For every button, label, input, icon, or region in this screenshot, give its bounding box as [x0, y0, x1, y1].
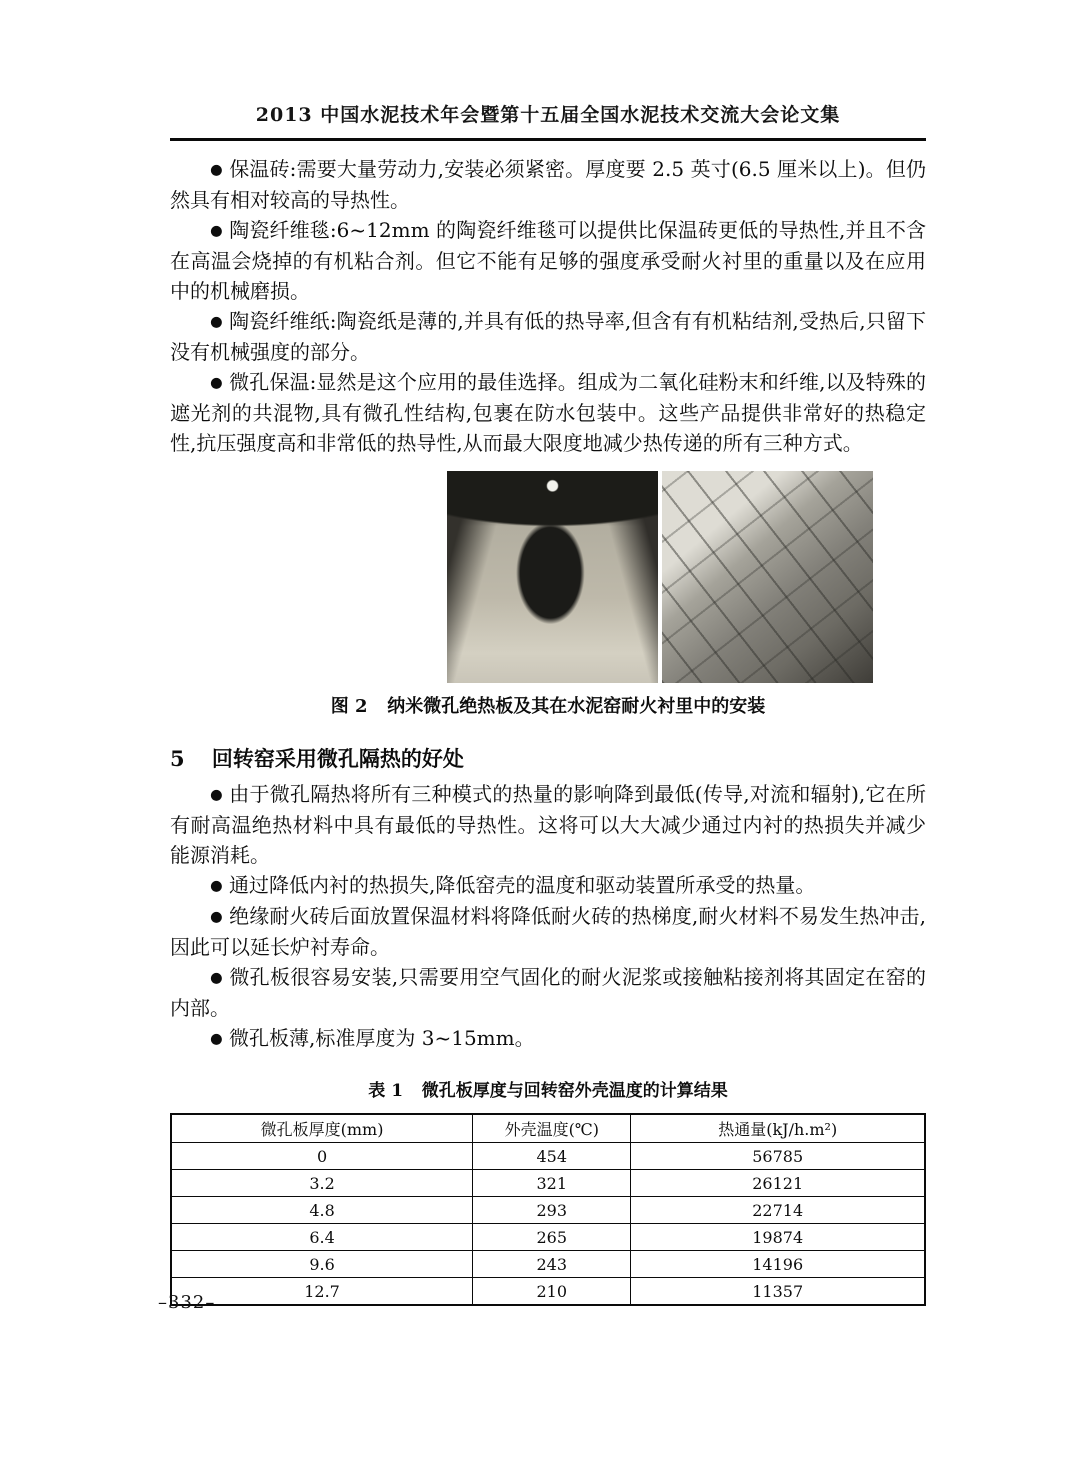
bullet-paragraph [170, 901, 926, 962]
table-row [171, 1143, 925, 1170]
table-row [171, 1251, 925, 1278]
bullet-paragraph-text: 陶瓷纤维纸:陶瓷纸是薄的,并具有低的热导率,但含有有机粘结剂,受热后,只留下没有机械强度的部分。 [170, 309, 926, 364]
bullet-paragraph [170, 154, 926, 215]
table-row [171, 1197, 925, 1224]
header-divider [170, 138, 926, 141]
bullet-icon: ● [210, 375, 223, 391]
cell-shell-temperature: 210 [473, 1278, 631, 1306]
bullet-icon: ● [210, 909, 223, 925]
bullet-paragraph [170, 779, 926, 870]
bullet-paragraph [170, 1023, 926, 1054]
figure-2-caption-label: 图 2 [330, 696, 368, 717]
page-header [170, 100, 926, 141]
bullet-paragraph-text: 由于微孔隔热将所有三种模式的热量的影响降到最低(传导,对流和辐射),它在所有耐高温绝热材料中具有最低的导热性。这将可以大大减少通过内衬的热损失并减少能源消耗。 [170, 782, 926, 867]
table-1-caption [170, 1076, 926, 1101]
cell-heat-flux: 56785 [631, 1143, 925, 1170]
table-1-caption-label: 表 1 [368, 1081, 404, 1101]
cell-heat-flux: 11357 [631, 1278, 925, 1306]
bullet-icon: ● [210, 878, 223, 894]
bullet-icon: ● [210, 1031, 223, 1047]
bullet-paragraph-text: 微孔保温:显然是这个应用的最佳选择。组成为二氧化硅粉末和纤维,以及特殊的遮光剂的共混物,具有微孔性结构,包裹在防水包装中。这些产品提供非常好的热稳定性,抗压强度高和非常低的热导性,从而最大限度地减少热传递的所有三种方式。 [170, 370, 926, 455]
bullet-paragraph-text: 通过降低内衬的热损失,降低窑壳的温度和驱动装置所承受的热量。 [229, 873, 816, 897]
table-row [171, 1224, 925, 1251]
cell-board-thickness: 9.6 [171, 1251, 473, 1278]
cell-board-thickness: 6.4 [171, 1224, 473, 1251]
cell-heat-flux: 26121 [631, 1170, 925, 1197]
cell-board-thickness: 12.7 [171, 1278, 473, 1306]
figure-2-photos [232, 471, 873, 683]
bullet-icon: ● [210, 162, 223, 178]
table-body [171, 1143, 925, 1306]
refractory-brick-lining-photo [662, 471, 873, 683]
insulation-boards-photo [232, 471, 443, 683]
cell-shell-temperature: 321 [473, 1170, 631, 1197]
bullet-icon: ● [210, 223, 223, 239]
bullet-paragraph-text: 微孔板很容易安装,只需要用空气固化的耐火泥浆或接触粘接剂将其固定在窑的内部。 [170, 965, 927, 1020]
page-content [170, 100, 926, 1306]
cell-heat-flux: 22714 [631, 1197, 925, 1224]
bullet-paragraph-text: 保温砖:需要大量劳动力,安装必须紧密。厚度要 2.5 英寸(6.5 厘米以上)。但仍然具有相对较高的导热性。 [170, 157, 926, 212]
bullet-paragraph [170, 367, 926, 458]
insulation-materials-bullet-list [170, 154, 926, 458]
bullet-paragraph [170, 870, 926, 901]
section-5-number: 5 [170, 746, 185, 771]
section-5-title: 回转窑采用微孔隔热的好处 [211, 746, 464, 771]
table-row [171, 1278, 925, 1306]
bullet-paragraph-text: 微孔板薄,标准厚度为 3~15mm。 [229, 1026, 535, 1050]
figure-2-caption [170, 692, 926, 718]
section-5-bullet-list [170, 779, 926, 1054]
figure-2 [170, 471, 926, 718]
bullet-paragraph [170, 306, 926, 367]
cell-heat-flux: 19874 [631, 1224, 925, 1251]
cell-shell-temperature: 243 [473, 1251, 631, 1278]
bullet-icon: ● [210, 314, 223, 330]
table-header-cell: 外壳温度(℃) [473, 1114, 631, 1143]
table-header-cell: 热通量(kJ/h.m²) [631, 1114, 925, 1143]
table-1 [170, 1113, 926, 1306]
cell-board-thickness: 4.8 [171, 1197, 473, 1224]
bullet-paragraph [170, 215, 926, 306]
kiln-interior-installation-photo [447, 471, 658, 683]
bullet-paragraph [170, 962, 926, 1023]
cell-shell-temperature: 265 [473, 1224, 631, 1251]
cell-heat-flux: 14196 [631, 1251, 925, 1278]
cell-shell-temperature: 293 [473, 1197, 631, 1224]
bullet-icon: ● [210, 787, 223, 803]
page-number: –332– [158, 1292, 216, 1313]
figure-2-caption-text: 纳米微孔绝热板及其在水泥窑耐火衬里中的安装 [387, 696, 766, 717]
table-1-caption-text: 微孔板厚度与回转窑外壳温度的计算结果 [421, 1081, 728, 1101]
bullet-paragraph-text: 陶瓷纤维毯:6~12mm 的陶瓷纤维毯可以提供比保温砖更低的导热性,并且不含在高温会烧掉的有机粘合剂。但它不能有足够的强度承受耐火衬里的重量以及在应用中的机械磨损。 [170, 218, 926, 303]
table-header-cell: 微孔板厚度(mm) [171, 1114, 473, 1143]
bullet-icon: ● [210, 970, 223, 986]
proceedings-title: 2013 中国水泥技术年会暨第十五届全国水泥技术交流大会论文集 [255, 104, 841, 126]
section-5-heading [170, 743, 926, 773]
cell-shell-temperature: 454 [473, 1143, 631, 1170]
cell-board-thickness: 0 [171, 1143, 473, 1170]
bullet-paragraph-text: 绝缘耐火砖后面放置保温材料将降低耐火砖的热梯度,耐火材料不易发生热冲击,因此可以延长炉衬寿命。 [170, 904, 927, 959]
table-row [171, 1170, 925, 1197]
table-header-row [171, 1114, 925, 1143]
cell-board-thickness: 3.2 [171, 1170, 473, 1197]
